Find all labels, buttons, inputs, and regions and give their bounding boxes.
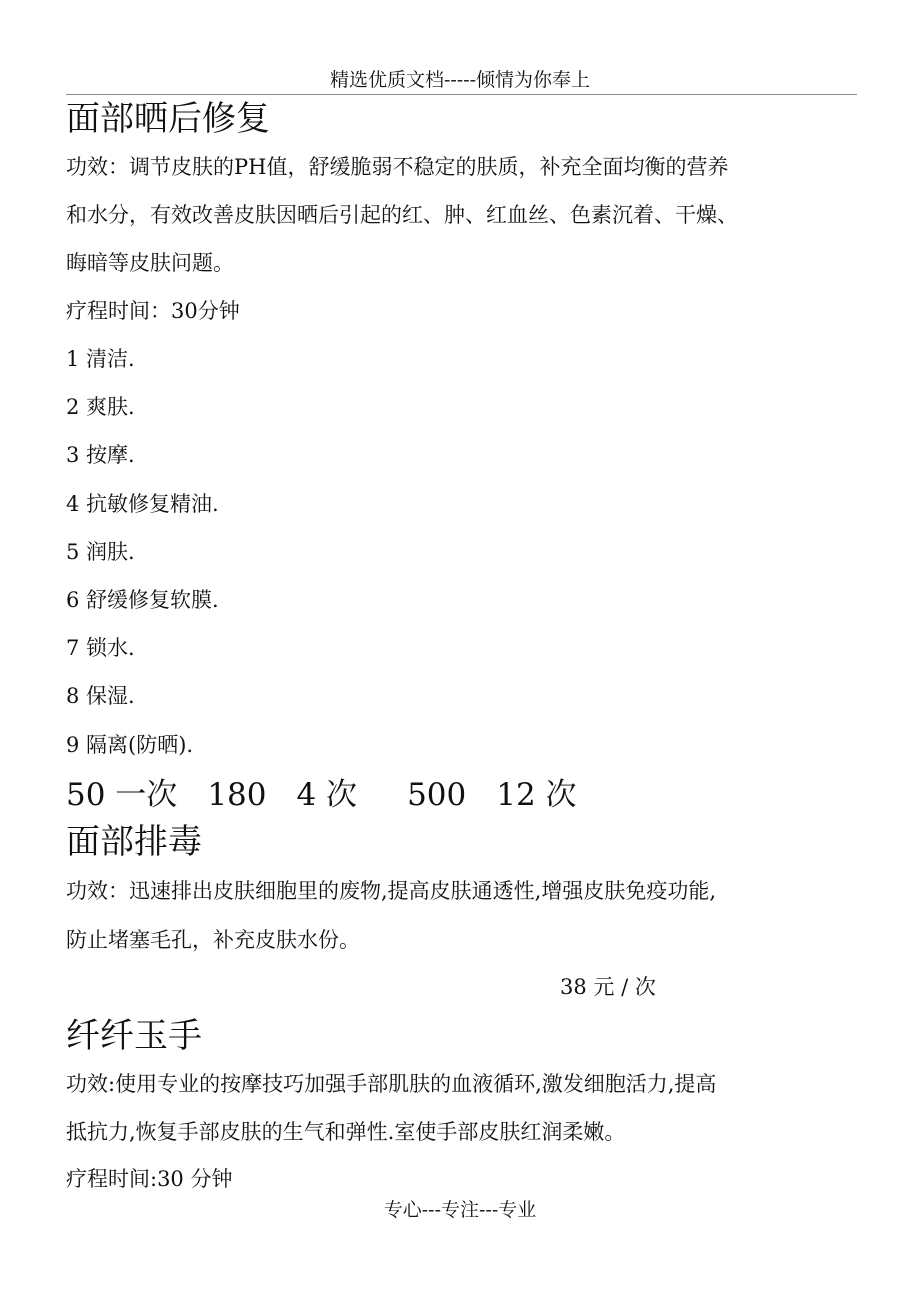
step-item: 7 锁水. xyxy=(66,636,135,660)
efficacy-line: 防止堵塞毛孔，补充皮肤水份。 xyxy=(66,928,360,952)
price-text: 38 元 / 次 xyxy=(560,975,656,999)
page-header: 精选优质文档-----倾情为你奉上 xyxy=(329,69,591,91)
step-item: 3 按摩. xyxy=(66,443,135,467)
section-title-detox: 面部排毒 xyxy=(66,822,202,862)
price-package-12: 500 xyxy=(407,777,467,813)
duration-text: 疗程时间：30分钟 xyxy=(66,299,240,323)
step-item: 9 隔离(防晒). xyxy=(66,733,194,757)
step-item: 8 保湿. xyxy=(66,684,135,708)
efficacy-line: 功效:使用专业的按摩技巧加强手部肌肤的血液循环,激发细胞活力,提高 xyxy=(66,1072,717,1096)
page-footer: 专心---专注---专业 xyxy=(383,1199,537,1221)
step-item: 4 抗敏修复精油. xyxy=(66,492,219,516)
section-title-sun-repair: 面部晒后修复 xyxy=(66,99,270,139)
price-row xyxy=(66,774,577,816)
price-single: 50 一次 xyxy=(66,777,178,813)
step-item: 5 润肤. xyxy=(66,540,135,564)
header-divider xyxy=(66,94,857,95)
efficacy-line: 功效：迅速排出皮肤细胞里的废物,提高皮肤通透性,增强皮肤免疫功能, xyxy=(66,879,717,903)
efficacy-line: 晦暗等皮肤问题。 xyxy=(66,251,234,275)
section-title-hand-care: 纤纤玉手 xyxy=(66,1016,202,1056)
efficacy-line: 功效：调节皮肤的PH值，舒缓脆弱不稳定的肤质，补充全面均衡的营养 xyxy=(66,155,729,179)
price-package-4-count: 4 次 xyxy=(296,777,358,813)
step-item: 2 爽肤. xyxy=(66,395,135,419)
efficacy-line: 和水分，有效改善皮肤因晒后引起的红、肿、红血丝、色素沉着、干燥、 xyxy=(66,203,738,227)
price-package-12-count: 12 次 xyxy=(496,777,577,813)
efficacy-line: 抵抗力,恢复手部皮肤的生气和弹性.室使手部皮肤红润柔嫩。 xyxy=(66,1120,626,1144)
step-item: 6 舒缓修复软膜. xyxy=(66,588,219,612)
price-package-4: 180 xyxy=(207,777,267,813)
duration-text: 疗程时间:30 分钟 xyxy=(66,1167,233,1191)
step-item: 1 清洁. xyxy=(66,347,135,371)
